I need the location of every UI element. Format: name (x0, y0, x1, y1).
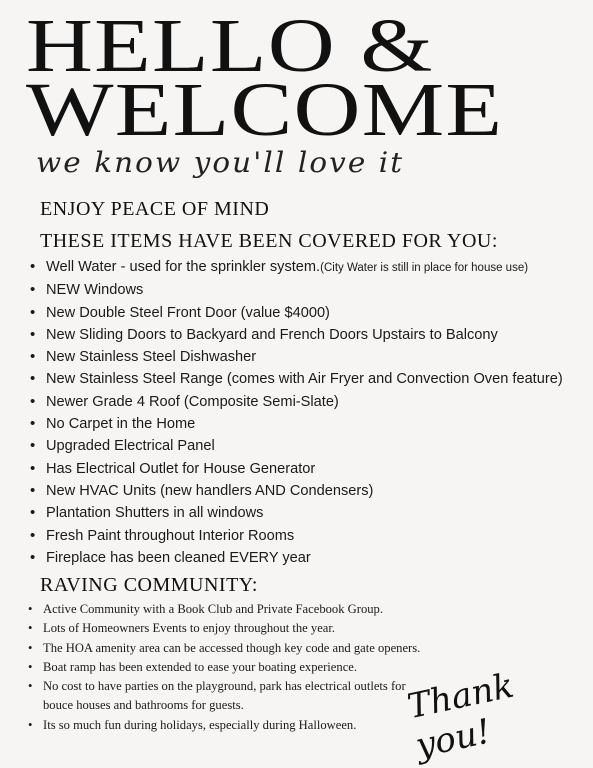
list-item: • No cost to have parties on the playground, park has electrical outlets for bouce houses and bathrooms for guests. (26, 677, 426, 716)
list-item: • Lots of Homeowners Events to enjoy throughout the year. (26, 619, 426, 638)
list-item: • New HVAC Units (new handlers AND Condensers) (28, 480, 563, 502)
heading-covered-items: THESE ITEMS HAVE BEEN COVERED FOR YOU: (40, 230, 498, 252)
list-item: • New Stainless Steel Dishwasher (28, 346, 563, 368)
list-item: • Has Electrical Outlet for House Generator (28, 458, 563, 480)
list-item: • Boat ramp has been extended to ease your boating experience. (26, 658, 426, 677)
list-item: • New Stainless Steel Range (comes with Air Fryer and Convection Oven feature) (28, 368, 563, 390)
thank-you-signoff: Thank you! (404, 665, 518, 767)
tagline: we know you'll love it (36, 146, 405, 179)
list-item: • Fresh Paint throughout Interior Rooms (28, 525, 563, 547)
page-title (26, 4, 504, 152)
title-line-1: HELLO & (26, 4, 434, 88)
list-item: • Plantation Shutters in all windows (28, 502, 563, 524)
list-item: • Upgraded Electrical Panel (28, 435, 563, 457)
list-item: • Active Community with a Book Club and Private Facebook Group. (26, 600, 426, 619)
covered-items-list (28, 256, 563, 569)
list-item: • Its so much fun during holidays, especially during Halloween. (26, 716, 426, 735)
list-item: • NEW Windows (28, 279, 563, 301)
list-item: • New Double Steel Front Door (value $4000) (28, 302, 563, 324)
list-item: • Fireplace has been cleaned EVERY year (28, 547, 563, 569)
heading-peace-of-mind: ENJOY PEACE OF MIND (40, 198, 270, 220)
community-items-list (26, 600, 426, 735)
list-item-note: (City Water is still in place for house use) (320, 262, 529, 274)
list-item: • New Sliding Doors to Backyard and French Doors Upstairs to Balcony (28, 324, 563, 346)
list-item: • Newer Grade 4 Roof (Composite Semi-Slate) (28, 391, 563, 413)
list-item: • Well Water - used for the sprinkler system.(City Water is still in place for house use) (28, 256, 563, 279)
title-line-2: WELCOME (26, 68, 504, 152)
list-item: • No Carpet in the Home (28, 413, 563, 435)
list-item: • The HOA amenity area can be accessed though key code and gate openers. (26, 639, 426, 658)
heading-raving-community: RAVING COMMUNITY: (40, 574, 258, 596)
